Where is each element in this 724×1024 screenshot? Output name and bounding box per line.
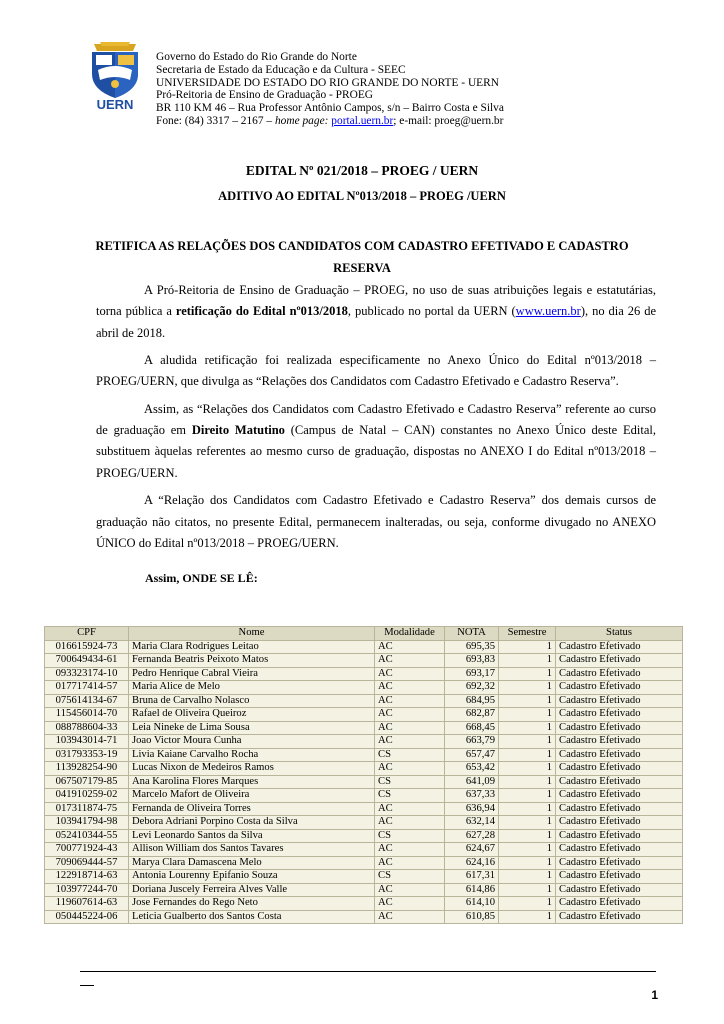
cell-cpf: 122918714-63 [45, 870, 129, 884]
cell-modalidade: AC [375, 856, 445, 870]
letterhead-line-university: UNIVERSIDADE DO ESTADO DO RIO GRANDE DO NORTE - UERN [156, 76, 499, 89]
cell-nome: Jose Fernandes do Rego Neto [129, 897, 375, 911]
cell-status: Cadastro Efetivado [556, 748, 683, 762]
table-row [45, 816, 683, 830]
cell-nome: Bruna de Carvalho Nolasco [129, 694, 375, 708]
cell-nome: Pedro Henrique Cabral Vieira [129, 667, 375, 681]
cell-nome: Ana Karolina Flores Marques [129, 775, 375, 789]
cell-modalidade: AC [375, 694, 445, 708]
cell-semestre: 1 [499, 775, 556, 789]
cell-cpf: 017311874-75 [45, 802, 129, 816]
cell-modalidade: AC [375, 654, 445, 668]
letterhead-line-contact [156, 115, 504, 128]
cell-status: Cadastro Efetivado [556, 762, 683, 776]
cell-semestre: 1 [499, 816, 556, 830]
header-modalidade: Modalidade [375, 627, 445, 641]
cell-modalidade: CS [375, 829, 445, 843]
cell-semestre: 1 [499, 883, 556, 897]
table-row [45, 681, 683, 695]
aditivo-subtitle: ADITIVO AO EDITAL Nº013/2018 – PROEG /UERN [218, 189, 506, 203]
cell-semestre: 1 [499, 910, 556, 924]
cell-cpf: 103943014-71 [45, 735, 129, 749]
cell-cpf: 017717414-57 [45, 681, 129, 695]
cell-nota: 641,09 [445, 775, 499, 789]
paragraph-1 [96, 280, 656, 344]
table-row [45, 748, 683, 762]
cell-nota: 657,47 [445, 748, 499, 762]
cell-semestre: 1 [499, 789, 556, 803]
cell-semestre: 1 [499, 762, 556, 776]
table-row [45, 802, 683, 816]
cell-nota: 614,86 [445, 883, 499, 897]
cell-status: Cadastro Efetivado [556, 870, 683, 884]
cell-modalidade: AC [375, 897, 445, 911]
header-semestre: Semestre [499, 627, 556, 641]
cell-status: Cadastro Efetivado [556, 640, 683, 654]
table-row [45, 667, 683, 681]
cell-status: Cadastro Efetivado [556, 910, 683, 924]
table-row [45, 829, 683, 843]
cell-semestre: 1 [499, 843, 556, 857]
table-row [45, 708, 683, 722]
cell-nome: Doriana Juscely Ferreira Alves Valle [129, 883, 375, 897]
header-nota: NOTA [445, 627, 499, 641]
cell-cpf: 050445224-06 [45, 910, 129, 924]
cell-cpf: 041910259-02 [45, 789, 129, 803]
table-row [45, 883, 683, 897]
table-row [45, 721, 683, 735]
cell-nome: Marya Clara Damascena Melo [129, 856, 375, 870]
cell-nota: 653,42 [445, 762, 499, 776]
cell-modalidade: AC [375, 762, 445, 776]
cell-cpf: 103941794-98 [45, 816, 129, 830]
cell-modalidade: AC [375, 816, 445, 830]
cell-cpf: 115456014-70 [45, 708, 129, 722]
cell-semestre: 1 [499, 667, 556, 681]
p1-text-c: ), no dia 26 de abril de 2018. [96, 304, 656, 340]
letterhead-line-government: Governo do Estado do Rio Grande do Norte [156, 51, 357, 63]
cell-status: Cadastro Efetivado [556, 735, 683, 749]
cell-semestre: 1 [499, 802, 556, 816]
cell-semestre: 1 [499, 654, 556, 668]
cell-status: Cadastro Efetivado [556, 775, 683, 789]
cell-semestre: 1 [499, 721, 556, 735]
cell-modalidade: AC [375, 721, 445, 735]
cell-status: Cadastro Efetivado [556, 654, 683, 668]
header-status: Status [556, 627, 683, 641]
footer-dash [80, 985, 94, 986]
cell-semestre: 1 [499, 856, 556, 870]
paragraph-3 [96, 399, 656, 484]
cell-modalidade: AC [375, 802, 445, 816]
cell-nota: 617,31 [445, 870, 499, 884]
cell-nome: Joao Victor Moura Cunha [129, 735, 375, 749]
cell-cpf: 067507179-85 [45, 775, 129, 789]
cell-status: Cadastro Efetivado [556, 829, 683, 843]
cell-semestre: 1 [499, 735, 556, 749]
cell-nome: Marcelo Mafort de Oliveira [129, 789, 375, 803]
paragraph-4: A “Relação dos Candidatos com Cadastro Efetivado e Cadastro Reserva” dos demais cursos de graduação não citatos, no presente Edital, permanecem inalteradas, ou seja, conforme divugado no ANEXO ÚNICO do Edital nº013/2018 – PROEG/UERN. [96, 493, 656, 550]
cell-cpf: 031793353-19 [45, 748, 129, 762]
cell-nome: Lucas Nixon de Medeiros Ramos [129, 762, 375, 776]
table-row [45, 654, 683, 668]
cell-nome: Antonia Lourenny Epifanio Souza [129, 870, 375, 884]
cell-semestre: 1 [499, 829, 556, 843]
paragraph-2: A aludida retificação foi realizada especificamente no Anexo Único do Edital nº013/2018 – PROEG/UERN, que divulga as “Relações dos Candidatos com Cadastro Efetivado e Cadastro Reserva”. [96, 353, 656, 389]
cell-modalidade: AC [375, 883, 445, 897]
cell-nota: 695,35 [445, 640, 499, 654]
cell-cpf: 709069444-57 [45, 856, 129, 870]
cell-status: Cadastro Efetivado [556, 667, 683, 681]
table-row [45, 897, 683, 911]
cell-nota: 632,14 [445, 816, 499, 830]
table-row [45, 856, 683, 870]
header-nome: Nome [129, 627, 375, 641]
cell-nota: 627,28 [445, 829, 499, 843]
cell-nota: 693,17 [445, 667, 499, 681]
cell-nome: Debora Adriani Porpino Costa da Silva [129, 816, 375, 830]
cell-cpf: 113928254-90 [45, 762, 129, 776]
cell-semestre: 1 [499, 681, 556, 695]
cell-nota: 693,83 [445, 654, 499, 668]
cell-status: Cadastro Efetivado [556, 708, 683, 722]
cell-nota: 684,95 [445, 694, 499, 708]
cell-modalidade: CS [375, 775, 445, 789]
cell-nota: 637,33 [445, 789, 499, 803]
table-row [45, 694, 683, 708]
cell-status: Cadastro Efetivado [556, 681, 683, 695]
cell-semestre: 1 [499, 640, 556, 654]
cell-status: Cadastro Efetivado [556, 883, 683, 897]
cell-cpf: 088788604-33 [45, 721, 129, 735]
cell-modalidade: AC [375, 843, 445, 857]
uern-logo [86, 40, 144, 112]
page-number: 1 [651, 988, 658, 1002]
table-row [45, 843, 683, 857]
cell-nome: Leia Nineke de Lima Sousa [129, 721, 375, 735]
cell-semestre: 1 [499, 748, 556, 762]
p1-text-b: , publicado no portal da UERN ( [347, 304, 516, 319]
cell-nome: Fernanda de Oliveira Torres [129, 802, 375, 816]
cell-status: Cadastro Efetivado [556, 789, 683, 803]
cell-modalidade: AC [375, 735, 445, 749]
retifica-heading: RETIFICA AS RELAÇÕES DOS CANDIDATOS COM CADASTRO EFETIVADO E CADASTRO RESERVA [95, 239, 629, 275]
cell-modalidade: CS [375, 748, 445, 762]
cell-nota: 624,16 [445, 856, 499, 870]
table-row [45, 789, 683, 803]
cell-semestre: 1 [499, 694, 556, 708]
cell-semestre: 1 [499, 870, 556, 884]
cell-nota: 614,10 [445, 897, 499, 911]
cell-nome: Livia Kaiane Carvalho Rocha [129, 748, 375, 762]
cell-nome: Leticia Gualberto dos Santos Costa [129, 910, 375, 924]
table-row [45, 775, 683, 789]
table-body [45, 640, 683, 924]
document-body [96, 280, 656, 560]
cell-modalidade: CS [375, 789, 445, 803]
uern-site-link[interactable]: www.uern.br [515, 304, 581, 319]
cell-nota: 624,67 [445, 843, 499, 857]
cell-status: Cadastro Efetivado [556, 856, 683, 870]
header-cpf: CPF [45, 627, 129, 641]
cell-status: Cadastro Efetivado [556, 843, 683, 857]
contact-email: ; e-mail: proeg@uern.br [393, 114, 504, 127]
cell-nome: Fernanda Beatris Peixoto Matos [129, 654, 375, 668]
cell-nome: Maria Alice de Melo [129, 681, 375, 695]
cell-nome: Maria Clara Rodrigues Leitao [129, 640, 375, 654]
cell-modalidade: AC [375, 910, 445, 924]
cell-cpf: 075614134-67 [45, 694, 129, 708]
cell-status: Cadastro Efetivado [556, 721, 683, 735]
cell-nome: Rafael de Oliveira Queiroz [129, 708, 375, 722]
svg-text:UERN: UERN [96, 97, 134, 112]
cell-modalidade: AC [375, 708, 445, 722]
letterhead-text [156, 51, 504, 128]
p3-bold: Direito Matutino [191, 423, 285, 438]
p3-text-b: (Campus de Natal – CAN) constantes no Anexo Único deste Edital, substituem àquelas referentes ao mesmo curso de graduação, dispostas no ANEXO I do Edital nº013/2018 – PROEG/UERN. [96, 423, 656, 480]
p1-text-a: A Pró-Reitoria de Ensino de Graduação – PROEG, no uso de suas atribuições legais e estatutárias, torna pública a [96, 283, 656, 319]
cell-modalidade: CS [375, 870, 445, 884]
home-page-label: home page: [274, 114, 329, 127]
edital-title: EDITAL Nº 021/2018 – PROEG / UERN [245, 163, 479, 178]
table-row [45, 870, 683, 884]
cell-status: Cadastro Efetivado [556, 802, 683, 816]
cell-cpf: 103977244-70 [45, 883, 129, 897]
letterhead-line-secretariat: Secretaria de Estado da Educação e da Cultura - SEEC [156, 63, 406, 76]
cell-nota: 636,94 [445, 802, 499, 816]
cell-nota: 610,85 [445, 910, 499, 924]
cell-cpf: 016615924-73 [45, 640, 129, 654]
cell-nota: 663,79 [445, 735, 499, 749]
cell-nota: 668,45 [445, 721, 499, 735]
cell-cpf: 700771924-43 [45, 843, 129, 857]
onde-se-le-label: Assim, ONDE SE LÊ: [145, 571, 258, 585]
cell-nota: 692,32 [445, 681, 499, 695]
letterhead-line-address: BR 110 KM 46 – Rua Professor Antônio Campos, s/n – Bairro Costa e Silva [156, 102, 504, 115]
cell-nota: 682,87 [445, 708, 499, 722]
cell-semestre: 1 [499, 708, 556, 722]
cell-cpf: 093323174-10 [45, 667, 129, 681]
table-row [45, 640, 683, 654]
cell-semestre: 1 [499, 897, 556, 911]
cell-status: Cadastro Efetivado [556, 694, 683, 708]
cell-nome: Levi Leonardo Santos da Silva [129, 829, 375, 843]
cell-cpf: 119607614-63 [45, 897, 129, 911]
p1-bold: retificação do Edital nº013/2018 [175, 304, 348, 319]
cell-status: Cadastro Efetivado [556, 816, 683, 830]
p3-text-a: Assim, as “Relações dos Candidatos com Cadastro Efetivado e Cadastro Reserva” referente ao curso de graduação em [96, 401, 656, 438]
cell-status: Cadastro Efetivado [556, 897, 683, 911]
cell-cpf: 700649434-61 [45, 654, 129, 668]
letterhead-line-proeg: Pró-Reitoria de Ensino de Graduação - PROEG [156, 89, 374, 102]
table-row [45, 910, 683, 924]
cell-nome: Allison William dos Santos Tavares [129, 843, 375, 857]
table-row [45, 735, 683, 749]
portal-link[interactable]: portal.uern.br [331, 114, 394, 127]
footer-rule [80, 971, 656, 972]
table-row [45, 762, 683, 776]
contact-phone: Fone: (84) 3317 – 2167 – [156, 114, 275, 127]
cell-cpf: 052410344-55 [45, 829, 129, 843]
cell-modalidade: AC [375, 681, 445, 695]
candidates-table [44, 626, 683, 924]
cell-modalidade: AC [375, 640, 445, 654]
cell-modalidade: AC [375, 667, 445, 681]
table-header-row [45, 627, 683, 641]
